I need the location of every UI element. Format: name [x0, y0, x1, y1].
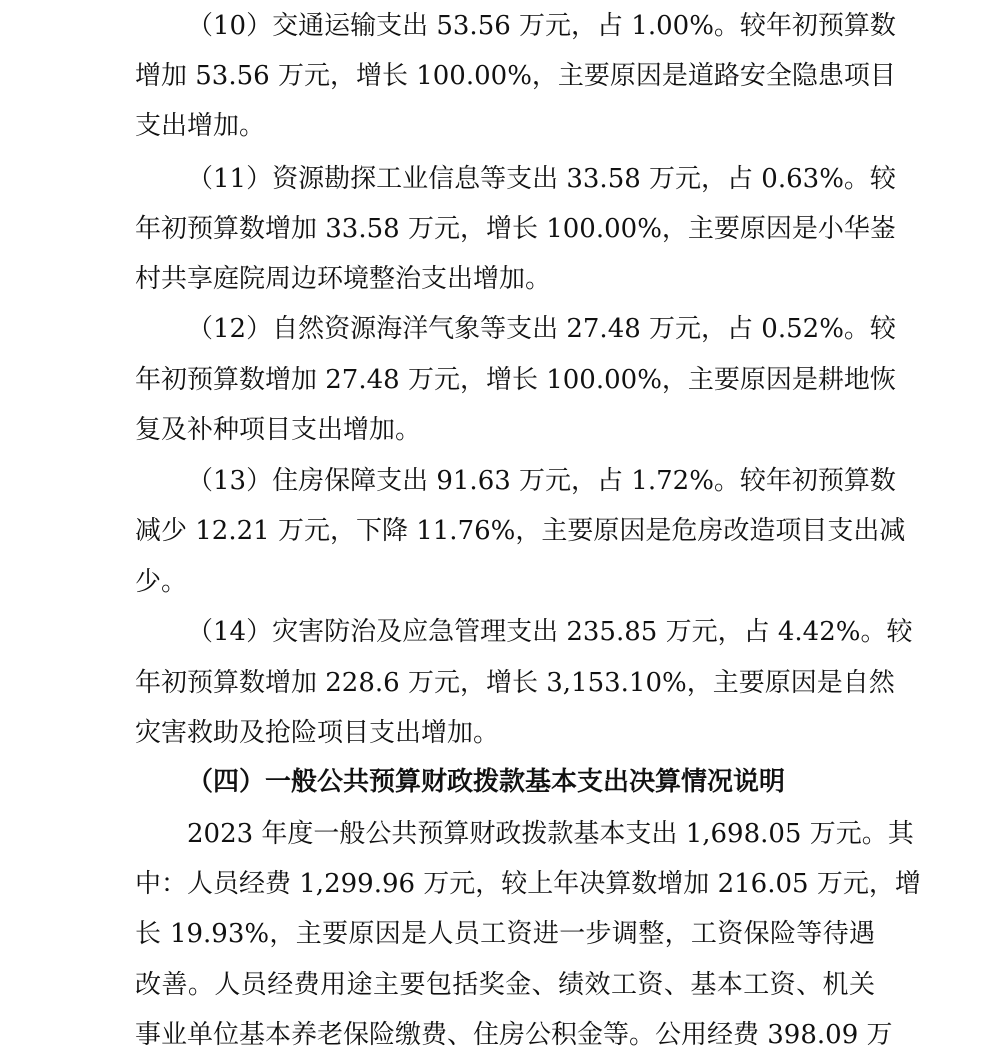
text-line: 年初预算数增加 27.48 万元，增长 100.00%，主要原因是耕地恢 [135, 365, 896, 395]
text-line: 复及补种项目支出增加。 [135, 415, 422, 445]
text-line: 年初预算数增加 33.58 万元，增长 100.00%，主要原因是小华崟 [135, 214, 896, 244]
text-line: 中：人员经费 1,299.96 万元，较上年决算数增加 216.05 万元，增 [135, 869, 921, 899]
text-line: 少。 [135, 567, 188, 597]
text-line: 村共享庭院周边环境整治支出增加。 [135, 264, 552, 294]
text-line: 灾害救助及抢险项目支出增加。 [135, 718, 500, 748]
text-line: （12）自然资源海洋气象等支出 27.48 万元，占 0.52%。较 [187, 314, 896, 344]
text-line: （10）交通运输支出 53.56 万元，占 1.00%。较年初预算数 [187, 11, 896, 41]
text-line: 2023 年度一般公共预算财政拨款基本支出 1,698.05 万元。其 [187, 819, 914, 849]
text-line: 改善。人员经费用途主要包括奖金、绩效工资、基本工资、机关 [135, 970, 875, 1000]
text-line: （11）资源勘探工业信息等支出 33.58 万元，占 0.63%。较 [187, 164, 896, 194]
text-line: （14）灾害防治及应急管理支出 235.85 万元，占 4.42%。较 [187, 617, 913, 647]
text-line: 增加 53.56 万元，增长 100.00%，主要原因是道路安全隐患项目 [135, 61, 896, 91]
text-line: （13）住房保障支出 91.63 万元，占 1.72%。较年初预算数 [187, 466, 896, 496]
text-line: 减少 12.21 万元，下降 11.76%，主要原因是危房改造项目支出减 [135, 516, 906, 546]
text-line: 年初预算数增加 228.6 万元，增长 3,153.10%，主要原因是自然 [135, 668, 895, 698]
text-line: 事业单位基本养老保险缴费、住房公积金等。公用经费 398.09 万 [135, 1020, 893, 1050]
text-line: 长 19.93%，主要原因是人员工资进一步调整，工资保险等待遇 [135, 919, 875, 949]
section-heading: （四）一般公共预算财政拨款基本支出决算情况说明 [187, 767, 786, 797]
text-line: 支出增加。 [135, 111, 266, 141]
